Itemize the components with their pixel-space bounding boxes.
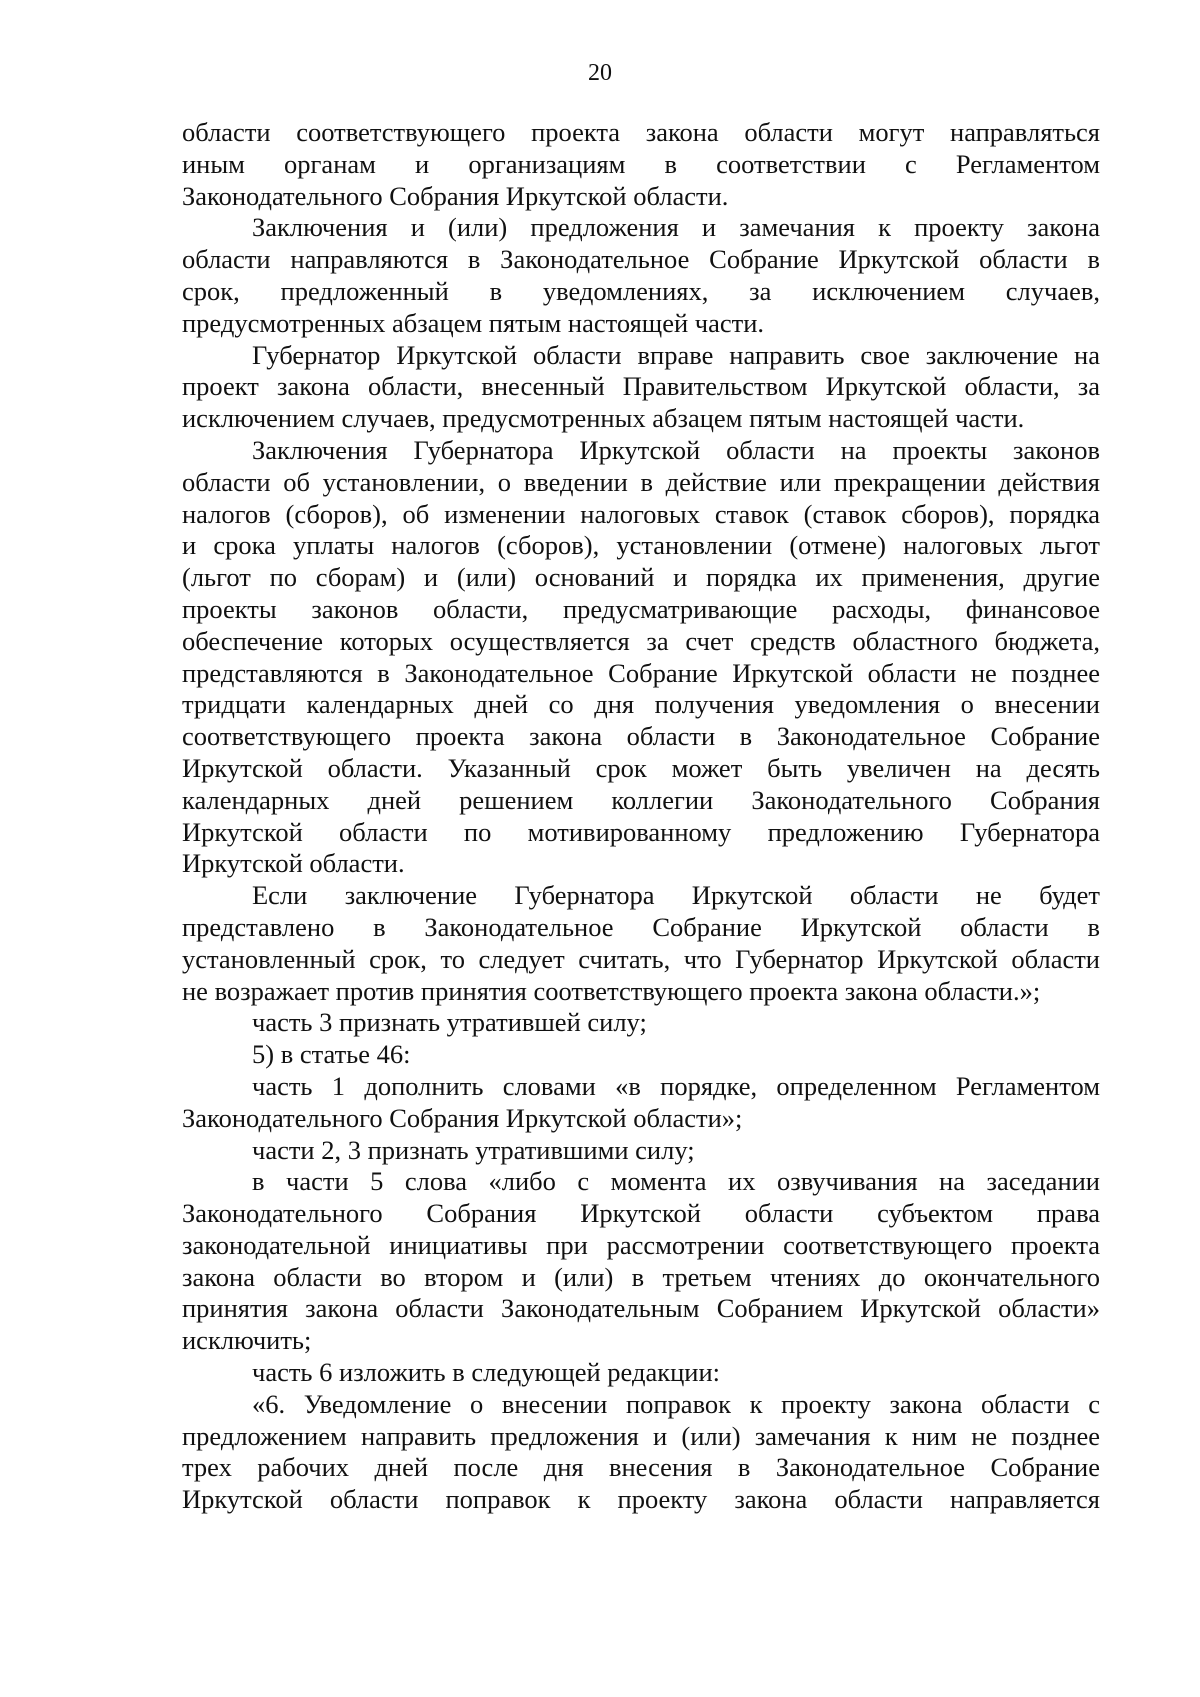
text-line: часть 1 дополнить словами «в порядке, определенном Регламентом	[252, 1070, 1100, 1101]
text-line: (льгот по сборам) и (или) оснований и порядка их применения, другие	[182, 562, 1100, 593]
text-line: часть 6 изложить в следующей редакции:	[252, 1357, 720, 1388]
text-line: календарных дней решением коллегии Законодательного Собрания	[182, 784, 1100, 815]
text-line: исключением случаев, предусмотренных абзацем пятым настоящей части.	[182, 403, 1025, 434]
text-line: в части 5 слова «либо с момента их озвучивания на заседании	[252, 1166, 1100, 1197]
text-line: Губернатор Иркутской области вправе направить свое заключение на	[252, 339, 1100, 370]
text-line: предусмотренных абзацем пятым настоящей части.	[182, 307, 765, 338]
text-line: 5) в статье 46:	[252, 1039, 411, 1070]
text-line: области соответствующего проекта закона области могут направляться	[182, 117, 1100, 147]
text-line: Заключения Губернатора Иркутской области на проекты законов	[252, 434, 1100, 465]
text-line: Законодательного Собрания Иркутской области.	[182, 180, 729, 211]
text-line: принятия закона области Законодательным Собранием Иркутской области»	[182, 1293, 1100, 1324]
text-line: срок, предложенный в уведомлениях, за исключением случаев,	[182, 275, 1100, 306]
document-body	[182, 117, 1100, 1516]
text-line: Заключения и (или) предложения и замечания к проекту закона	[252, 212, 1100, 243]
text-line: налогов (сборов), об изменении налоговых ставок (ставок сборов), порядка	[182, 498, 1100, 529]
text-line: Иркутской области поправок к проекту закона области направляется	[182, 1484, 1100, 1515]
text-line: части 2, 3 признать утратившими силу;	[252, 1134, 695, 1165]
text-line: Иркутской области.	[182, 848, 405, 879]
text-line: исключить;	[182, 1325, 312, 1356]
text-line: установленный срок, то следует считать, что Губернатор Иркутской области	[182, 943, 1100, 974]
text-line: трех рабочих дней после дня внесения в Законодательное Собрание	[182, 1452, 1100, 1483]
page-number: 20	[588, 60, 612, 86]
text-line: области об установлении, о введении в действие или прекращении действия	[182, 466, 1100, 497]
text-line: «6. Уведомление о внесении поправок к проекту закона области с	[252, 1388, 1100, 1419]
text-line: предложением направить предложения и (или) замечания к ним не позднее	[182, 1420, 1100, 1451]
text-line: проекты законов области, предусматривающие расходы, финансовое	[182, 593, 1100, 624]
text-line: Иркутской области по мотивированному предложению Губернатора	[182, 816, 1100, 847]
text-line: не возражает против принятия соответствующего проекта закона области.»;	[182, 975, 1041, 1006]
text-line: Законодательного Собрания Иркутской области субъектом права	[182, 1198, 1100, 1229]
text-line: представлено в Законодательное Собрание Иркутской области в	[182, 911, 1100, 942]
text-line: Иркутской области. Указанный срок может быть увеличен на десять	[182, 752, 1100, 783]
text-line: области направляются в Законодательное Собрание Иркутской области в	[182, 244, 1100, 275]
text-line: тридцати календарных дней со дня получения уведомления о внесении	[182, 689, 1100, 720]
text-line: закона области во втором и (или) в третьем чтениях до окончательного	[182, 1261, 1100, 1292]
text-line: представляются в Законодательное Собрание Иркутской области не позднее	[182, 657, 1100, 688]
text-line: соответствующего проекта закона области в Законодательное Собрание	[182, 721, 1100, 752]
text-line: Если заключение Губернатора Иркутской области не будет	[252, 880, 1100, 911]
text-line: и срока уплаты налогов (сборов), установлении (отмене) налоговых льгот	[182, 530, 1100, 561]
text-line: обеспечение которых осуществляется за счет средств областного бюджета,	[182, 625, 1100, 656]
text-line: иным органам и организациям в соответствии с Регламентом	[182, 148, 1100, 179]
text-line: Законодательного Собрания Иркутской области»;	[182, 1102, 743, 1133]
text-line: проект закона области, внесенный Правительством Иркутской области, за	[182, 371, 1100, 402]
text-line: законодательной инициативы при рассмотрении соответствующего проекта	[182, 1229, 1100, 1260]
text-line: часть 3 признать утратившей силу;	[252, 1007, 647, 1038]
